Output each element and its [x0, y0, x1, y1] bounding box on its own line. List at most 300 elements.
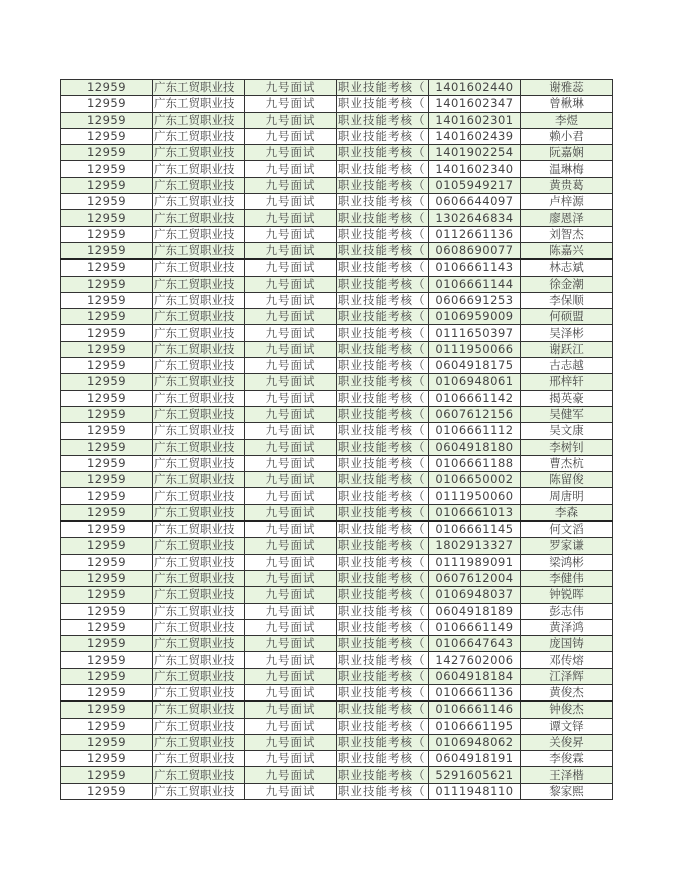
exam-cell[interactable]: 职业技能考核（: [337, 112, 429, 128]
exam-cell[interactable]: 职业技能考核（: [337, 145, 429, 161]
room-cell[interactable]: 九号面试: [245, 603, 337, 619]
code-cell[interactable]: 12959: [61, 194, 153, 210]
school-cell[interactable]: 广东工贸职业技: [153, 309, 245, 325]
exam-cell[interactable]: 职业技能考核（: [337, 358, 429, 374]
name-cell[interactable]: 揭英豪: [521, 390, 613, 406]
exam-cell[interactable]: 职业技能考核（: [337, 472, 429, 488]
table-row: [61, 668, 613, 684]
code-cell[interactable]: 12959: [61, 406, 153, 422]
table-row: [61, 423, 613, 439]
name-cell[interactable]: 林志斌: [521, 259, 613, 276]
name-cell[interactable]: 李健伟: [521, 570, 613, 586]
code-cell[interactable]: 12959: [61, 292, 153, 308]
table-row: [61, 734, 613, 750]
code-cell[interactable]: 12959: [61, 161, 153, 177]
name-cell[interactable]: 钟俊杰: [521, 701, 613, 718]
id-cell[interactable]: 0106647643: [429, 636, 521, 652]
name-cell[interactable]: 黎家熙: [521, 783, 613, 799]
room-cell[interactable]: 九号面试: [245, 259, 337, 276]
room-cell[interactable]: 九号面试: [245, 472, 337, 488]
exam-cell[interactable]: 职业技能考核（: [337, 259, 429, 276]
table-row: [61, 161, 613, 177]
id-cell[interactable]: 0106661146: [429, 701, 521, 718]
room-cell[interactable]: 九号面试: [245, 226, 337, 242]
code-cell[interactable]: 12959: [61, 570, 153, 586]
room-cell[interactable]: 九号面试: [245, 455, 337, 471]
id-cell[interactable]: 0106661144: [429, 276, 521, 292]
id-cell[interactable]: 0106661195: [429, 718, 521, 734]
name-cell[interactable]: 何文滔: [521, 521, 613, 538]
school-cell[interactable]: 广东工贸职业技: [153, 210, 245, 226]
id-cell[interactable]: 1802913327: [429, 538, 521, 554]
code-cell[interactable]: 12959: [61, 767, 153, 783]
exam-cell[interactable]: 职业技能考核（: [337, 554, 429, 570]
exam-cell[interactable]: 职业技能考核（: [337, 684, 429, 701]
table-body: [61, 80, 613, 800]
table-row: [61, 128, 613, 144]
name-cell[interactable]: 钟锐晖: [521, 587, 613, 603]
school-cell[interactable]: 广东工贸职业技: [153, 504, 245, 521]
school-cell[interactable]: 广东工贸职业技: [153, 194, 245, 210]
exam-cell[interactable]: 职业技能考核（: [337, 767, 429, 783]
room-cell[interactable]: 九号面试: [245, 358, 337, 374]
school-cell[interactable]: 广东工贸职业技: [153, 292, 245, 308]
room-cell[interactable]: 九号面试: [245, 161, 337, 177]
code-cell[interactable]: 12959: [61, 259, 153, 276]
exam-cell[interactable]: 职业技能考核（: [337, 177, 429, 193]
school-cell[interactable]: 广东工贸职业技: [153, 374, 245, 390]
school-cell[interactable]: 广东工贸职业技: [153, 734, 245, 750]
name-cell[interactable]: 庞国铸: [521, 636, 613, 652]
room-cell[interactable]: 九号面试: [245, 504, 337, 521]
code-cell[interactable]: 12959: [61, 325, 153, 341]
id-cell[interactable]: 0604918191: [429, 751, 521, 767]
code-cell[interactable]: 12959: [61, 521, 153, 538]
code-cell[interactable]: 12959: [61, 358, 153, 374]
exam-cell[interactable]: 职业技能考核（: [337, 128, 429, 144]
table-row: [61, 309, 613, 325]
room-cell[interactable]: 九号面试: [245, 145, 337, 161]
name-cell[interactable]: 李煜: [521, 112, 613, 128]
name-cell[interactable]: 谢雅蕊: [521, 80, 613, 96]
exam-cell[interactable]: 职业技能考核（: [337, 783, 429, 799]
school-cell[interactable]: 广东工贸职业技: [153, 128, 245, 144]
id-cell[interactable]: 0106661136: [429, 684, 521, 701]
id-cell[interactable]: 0111950066: [429, 341, 521, 357]
code-cell[interactable]: 12959: [61, 684, 153, 701]
name-cell[interactable]: 李俊霖: [521, 751, 613, 767]
id-cell[interactable]: 0111650397: [429, 325, 521, 341]
school-cell[interactable]: 广东工贸职业技: [153, 242, 245, 259]
id-cell[interactable]: 0106948037: [429, 587, 521, 603]
table-row: [61, 701, 613, 718]
code-cell[interactable]: 12959: [61, 242, 153, 259]
code-cell[interactable]: 12959: [61, 276, 153, 292]
code-cell[interactable]: 12959: [61, 439, 153, 455]
id-cell[interactable]: 0106959009: [429, 309, 521, 325]
table-row: [61, 684, 613, 701]
name-cell[interactable]: 李树钊: [521, 439, 613, 455]
code-cell[interactable]: 12959: [61, 718, 153, 734]
school-cell[interactable]: 广东工贸职业技: [153, 619, 245, 635]
code-cell[interactable]: 12959: [61, 751, 153, 767]
school-cell[interactable]: 广东工贸职业技: [153, 668, 245, 684]
school-cell[interactable]: 广东工贸职业技: [153, 80, 245, 96]
room-cell[interactable]: 九号面试: [245, 374, 337, 390]
school-cell[interactable]: 广东工贸职业技: [153, 767, 245, 783]
exam-cell[interactable]: 职业技能考核（: [337, 587, 429, 603]
school-cell[interactable]: 广东工贸职业技: [153, 636, 245, 652]
room-cell[interactable]: 九号面试: [245, 128, 337, 144]
exam-cell[interactable]: 职业技能考核（: [337, 276, 429, 292]
id-cell[interactable]: 0112661136: [429, 226, 521, 242]
id-cell[interactable]: 0604918184: [429, 668, 521, 684]
school-cell[interactable]: 广东工贸职业技: [153, 96, 245, 112]
name-cell[interactable]: 江泽辉: [521, 668, 613, 684]
id-cell[interactable]: 0111989091: [429, 554, 521, 570]
school-cell[interactable]: 广东工贸职业技: [153, 455, 245, 471]
table-row: [61, 112, 613, 128]
room-cell[interactable]: 九号面试: [245, 718, 337, 734]
name-cell[interactable]: 吴健军: [521, 406, 613, 422]
id-cell[interactable]: 0604918175: [429, 358, 521, 374]
name-cell[interactable]: 温琳梅: [521, 161, 613, 177]
school-cell[interactable]: 广东工贸职业技: [153, 161, 245, 177]
school-cell[interactable]: 广东工贸职业技: [153, 177, 245, 193]
name-cell[interactable]: 吴文康: [521, 423, 613, 439]
name-cell[interactable]: 廖恩泽: [521, 210, 613, 226]
code-cell[interactable]: 12959: [61, 472, 153, 488]
room-cell[interactable]: 九号面试: [245, 652, 337, 668]
room-cell[interactable]: 九号面试: [245, 521, 337, 538]
exam-cell[interactable]: 职业技能考核（: [337, 538, 429, 554]
room-cell[interactable]: 九号面试: [245, 112, 337, 128]
code-cell[interactable]: 12959: [61, 390, 153, 406]
table-row: [61, 341, 613, 357]
table-row: [61, 226, 613, 242]
room-cell[interactable]: 九号面试: [245, 783, 337, 799]
exam-cell[interactable]: 职业技能考核（: [337, 668, 429, 684]
name-cell[interactable]: 周唐明: [521, 488, 613, 504]
table-row: [61, 406, 613, 422]
room-cell[interactable]: 九号面试: [245, 439, 337, 455]
id-cell[interactable]: 0106650002: [429, 472, 521, 488]
school-cell[interactable]: 广东工贸职业技: [153, 276, 245, 292]
exam-cell[interactable]: 职业技能考核（: [337, 570, 429, 586]
code-cell[interactable]: 12959: [61, 177, 153, 193]
room-cell[interactable]: 九号面试: [245, 636, 337, 652]
code-cell[interactable]: 12959: [61, 603, 153, 619]
name-cell[interactable]: 邓传熔: [521, 652, 613, 668]
exam-cell[interactable]: 职业技能考核（: [337, 96, 429, 112]
exam-cell[interactable]: 职业技能考核（: [337, 734, 429, 750]
room-cell[interactable]: 九号面试: [245, 325, 337, 341]
table-row: [61, 538, 613, 554]
table-row: [61, 570, 613, 586]
table-row: [61, 292, 613, 308]
name-cell[interactable]: 黄俊杰: [521, 684, 613, 701]
table-row: [61, 96, 613, 112]
name-cell[interactable]: 卢梓源: [521, 194, 613, 210]
school-cell[interactable]: 广东工贸职业技: [153, 406, 245, 422]
table-row: [61, 177, 613, 193]
name-cell[interactable]: 谭文铎: [521, 718, 613, 734]
id-cell[interactable]: 1427602006: [429, 652, 521, 668]
school-cell[interactable]: 广东工贸职业技: [153, 439, 245, 455]
id-cell[interactable]: 0606691253: [429, 292, 521, 308]
room-cell[interactable]: 九号面试: [245, 538, 337, 554]
name-cell[interactable]: 曾楸琳: [521, 96, 613, 112]
room-cell[interactable]: 九号面试: [245, 684, 337, 701]
name-cell[interactable]: 彭志伟: [521, 603, 613, 619]
room-cell[interactable]: 九号面试: [245, 292, 337, 308]
id-cell[interactable]: 0604918180: [429, 439, 521, 455]
room-cell[interactable]: 九号面试: [245, 406, 337, 422]
exam-cell[interactable]: 职业技能考核（: [337, 455, 429, 471]
code-cell[interactable]: 12959: [61, 488, 153, 504]
room-cell[interactable]: 九号面试: [245, 587, 337, 603]
school-cell[interactable]: 广东工贸职业技: [153, 112, 245, 128]
id-cell[interactable]: 0606644097: [429, 194, 521, 210]
exam-cell[interactable]: 职业技能考核（: [337, 423, 429, 439]
name-cell[interactable]: 吴泽彬: [521, 325, 613, 341]
code-cell[interactable]: 12959: [61, 619, 153, 635]
id-cell[interactable]: 0106948062: [429, 734, 521, 750]
table-row: [61, 439, 613, 455]
exam-cell[interactable]: 职业技能考核（: [337, 341, 429, 357]
id-cell[interactable]: 0106661188: [429, 455, 521, 471]
name-cell[interactable]: 赖小君: [521, 128, 613, 144]
room-cell[interactable]: 九号面试: [245, 767, 337, 783]
id-cell[interactable]: 0607612156: [429, 406, 521, 422]
code-cell[interactable]: 12959: [61, 587, 153, 603]
id-cell[interactable]: 5291605621: [429, 767, 521, 783]
school-cell[interactable]: 广东工贸职业技: [153, 358, 245, 374]
exam-cell[interactable]: 职业技能考核（: [337, 439, 429, 455]
table-row: [61, 587, 613, 603]
table-row: [61, 374, 613, 390]
table-row: [61, 767, 613, 783]
table-row: [61, 718, 613, 734]
exam-cell[interactable]: 职业技能考核（: [337, 751, 429, 767]
school-cell[interactable]: 广东工贸职业技: [153, 570, 245, 586]
id-cell[interactable]: 0106661143: [429, 259, 521, 276]
code-cell[interactable]: 12959: [61, 554, 153, 570]
code-cell[interactable]: 12959: [61, 210, 153, 226]
name-cell[interactable]: 曹杰杭: [521, 455, 613, 471]
school-cell[interactable]: 广东工贸职业技: [153, 423, 245, 439]
table-row: [61, 521, 613, 538]
room-cell[interactable]: 九号面试: [245, 210, 337, 226]
name-cell[interactable]: 陈留俊: [521, 472, 613, 488]
exam-cell[interactable]: 职业技能考核（: [337, 718, 429, 734]
name-cell[interactable]: 邢梓轩: [521, 374, 613, 390]
school-cell[interactable]: 广东工贸职业技: [153, 684, 245, 701]
code-cell[interactable]: 12959: [61, 668, 153, 684]
school-cell[interactable]: 广东工贸职业技: [153, 701, 245, 718]
room-cell[interactable]: 九号面试: [245, 554, 337, 570]
exam-cell[interactable]: 职业技能考核（: [337, 652, 429, 668]
name-cell[interactable]: 黄贵葛: [521, 177, 613, 193]
table-row: [61, 276, 613, 292]
exam-cell[interactable]: 职业技能考核（: [337, 603, 429, 619]
exam-cell[interactable]: 职业技能考核（: [337, 161, 429, 177]
code-cell[interactable]: 12959: [61, 309, 153, 325]
code-cell[interactable]: 12959: [61, 734, 153, 750]
id-cell[interactable]: 1401602340: [429, 161, 521, 177]
school-cell[interactable]: 广东工贸职业技: [153, 751, 245, 767]
exam-cell[interactable]: 职业技能考核（: [337, 406, 429, 422]
code-cell[interactable]: 12959: [61, 636, 153, 652]
school-cell[interactable]: 广东工贸职业技: [153, 603, 245, 619]
table-row: [61, 619, 613, 635]
exam-cell[interactable]: 职业技能考核（: [337, 242, 429, 259]
code-cell[interactable]: 12959: [61, 145, 153, 161]
room-cell[interactable]: 九号面试: [245, 734, 337, 750]
code-cell[interactable]: 12959: [61, 96, 153, 112]
school-cell[interactable]: 广东工贸职业技: [153, 783, 245, 799]
room-cell[interactable]: 九号面试: [245, 276, 337, 292]
exam-cell[interactable]: 职业技能考核（: [337, 194, 429, 210]
school-cell[interactable]: 广东工贸职业技: [153, 538, 245, 554]
id-cell[interactable]: 0106661112: [429, 423, 521, 439]
name-cell[interactable]: 何硕盟: [521, 309, 613, 325]
school-cell[interactable]: 广东工贸职业技: [153, 226, 245, 242]
name-cell[interactable]: 罗家谦: [521, 538, 613, 554]
code-cell[interactable]: 12959: [61, 504, 153, 521]
school-cell[interactable]: 广东工贸职业技: [153, 718, 245, 734]
code-cell[interactable]: 12959: [61, 128, 153, 144]
school-cell[interactable]: 广东工贸职业技: [153, 390, 245, 406]
room-cell[interactable]: 九号面试: [245, 423, 337, 439]
school-cell[interactable]: 广东工贸职业技: [153, 587, 245, 603]
room-cell[interactable]: 九号面试: [245, 701, 337, 718]
school-cell[interactable]: 广东工贸职业技: [153, 341, 245, 357]
school-cell[interactable]: 广东工贸职业技: [153, 325, 245, 341]
exam-cell[interactable]: 职业技能考核（: [337, 636, 429, 652]
name-cell[interactable]: 古志越: [521, 358, 613, 374]
school-cell[interactable]: 广东工贸职业技: [153, 652, 245, 668]
id-cell[interactable]: 0607612004: [429, 570, 521, 586]
id-cell[interactable]: 0106661142: [429, 390, 521, 406]
name-cell[interactable]: 黄泽鸿: [521, 619, 613, 635]
id-cell[interactable]: 0106948061: [429, 374, 521, 390]
room-cell[interactable]: 九号面试: [245, 177, 337, 193]
name-cell[interactable]: 李保顺: [521, 292, 613, 308]
name-cell[interactable]: 李森: [521, 504, 613, 521]
room-cell[interactable]: 九号面试: [245, 309, 337, 325]
exam-cell[interactable]: 职业技能考核（: [337, 210, 429, 226]
exam-cell[interactable]: 职业技能考核（: [337, 374, 429, 390]
code-cell[interactable]: 12959: [61, 701, 153, 718]
code-cell[interactable]: 12959: [61, 374, 153, 390]
name-cell[interactable]: 梁鸿彬: [521, 554, 613, 570]
name-cell[interactable]: 陈嘉兴: [521, 242, 613, 259]
id-cell[interactable]: 0106661013: [429, 504, 521, 521]
room-cell[interactable]: 九号面试: [245, 488, 337, 504]
name-cell[interactable]: 阮嘉娴: [521, 145, 613, 161]
exam-cell[interactable]: 职业技能考核（: [337, 521, 429, 538]
table-row: [61, 472, 613, 488]
id-cell[interactable]: 0106661149: [429, 619, 521, 635]
table-row: [61, 783, 613, 799]
id-cell[interactable]: 1401602440: [429, 80, 521, 96]
exam-cell[interactable]: 职业技能考核（: [337, 701, 429, 718]
school-cell[interactable]: 广东工贸职业技: [153, 145, 245, 161]
exam-cell[interactable]: 职业技能考核（: [337, 390, 429, 406]
id-cell[interactable]: 0608690077: [429, 242, 521, 259]
room-cell[interactable]: 九号面试: [245, 619, 337, 635]
code-cell[interactable]: 12959: [61, 226, 153, 242]
name-cell[interactable]: 谢跃江: [521, 341, 613, 357]
code-cell[interactable]: 12959: [61, 423, 153, 439]
table-row: [61, 504, 613, 521]
exam-cell[interactable]: 职业技能考核（: [337, 504, 429, 521]
room-cell[interactable]: 九号面试: [245, 96, 337, 112]
room-cell[interactable]: 九号面试: [245, 341, 337, 357]
exam-cell[interactable]: 职业技能考核（: [337, 619, 429, 635]
exam-cell[interactable]: 职业技能考核（: [337, 292, 429, 308]
name-cell[interactable]: 王泽楷: [521, 767, 613, 783]
exam-cell[interactable]: 职业技能考核（: [337, 309, 429, 325]
code-cell[interactable]: 12959: [61, 538, 153, 554]
id-cell[interactable]: 0111948110: [429, 783, 521, 799]
name-cell[interactable]: 刘智杰: [521, 226, 613, 242]
spreadsheet: [60, 79, 612, 800]
room-cell[interactable]: 九号面试: [245, 751, 337, 767]
code-cell[interactable]: 12959: [61, 652, 153, 668]
id-cell[interactable]: 0604918189: [429, 603, 521, 619]
room-cell[interactable]: 九号面试: [245, 390, 337, 406]
name-cell[interactable]: 关俊昇: [521, 734, 613, 750]
table-row: [61, 145, 613, 161]
room-cell[interactable]: 九号面试: [245, 242, 337, 259]
school-cell[interactable]: 广东工贸职业技: [153, 488, 245, 504]
exam-cell[interactable]: 职业技能考核（: [337, 488, 429, 504]
code-cell[interactable]: 12959: [61, 455, 153, 471]
table-row: [61, 325, 613, 341]
name-cell[interactable]: 徐金潮: [521, 276, 613, 292]
id-cell[interactable]: 0106661145: [429, 521, 521, 538]
exam-cell[interactable]: 职业技能考核（: [337, 325, 429, 341]
id-cell[interactable]: 0105949217: [429, 177, 521, 193]
id-cell[interactable]: 1401602439: [429, 128, 521, 144]
table-row: [61, 488, 613, 504]
room-cell[interactable]: 九号面试: [245, 668, 337, 684]
id-cell[interactable]: 1401902254: [429, 145, 521, 161]
id-cell[interactable]: 0111950060: [429, 488, 521, 504]
table-row: [61, 455, 613, 471]
room-cell[interactable]: 九号面试: [245, 194, 337, 210]
school-cell[interactable]: 广东工贸职业技: [153, 259, 245, 276]
code-cell[interactable]: 12959: [61, 341, 153, 357]
exam-cell[interactable]: 职业技能考核（: [337, 226, 429, 242]
code-cell[interactable]: 12959: [61, 112, 153, 128]
code-cell[interactable]: 12959: [61, 80, 153, 96]
id-cell[interactable]: 1401602347: [429, 96, 521, 112]
school-cell[interactable]: 广东工贸职业技: [153, 521, 245, 538]
table-row: [61, 554, 613, 570]
school-cell[interactable]: 广东工贸职业技: [153, 472, 245, 488]
exam-cell[interactable]: 职业技能考核（: [337, 80, 429, 96]
school-cell[interactable]: 广东工贸职业技: [153, 554, 245, 570]
table-row: [61, 652, 613, 668]
room-cell[interactable]: 九号面试: [245, 80, 337, 96]
id-cell[interactable]: 1401602301: [429, 112, 521, 128]
id-cell[interactable]: 1302646834: [429, 210, 521, 226]
code-cell[interactable]: 12959: [61, 783, 153, 799]
room-cell[interactable]: 九号面试: [245, 570, 337, 586]
